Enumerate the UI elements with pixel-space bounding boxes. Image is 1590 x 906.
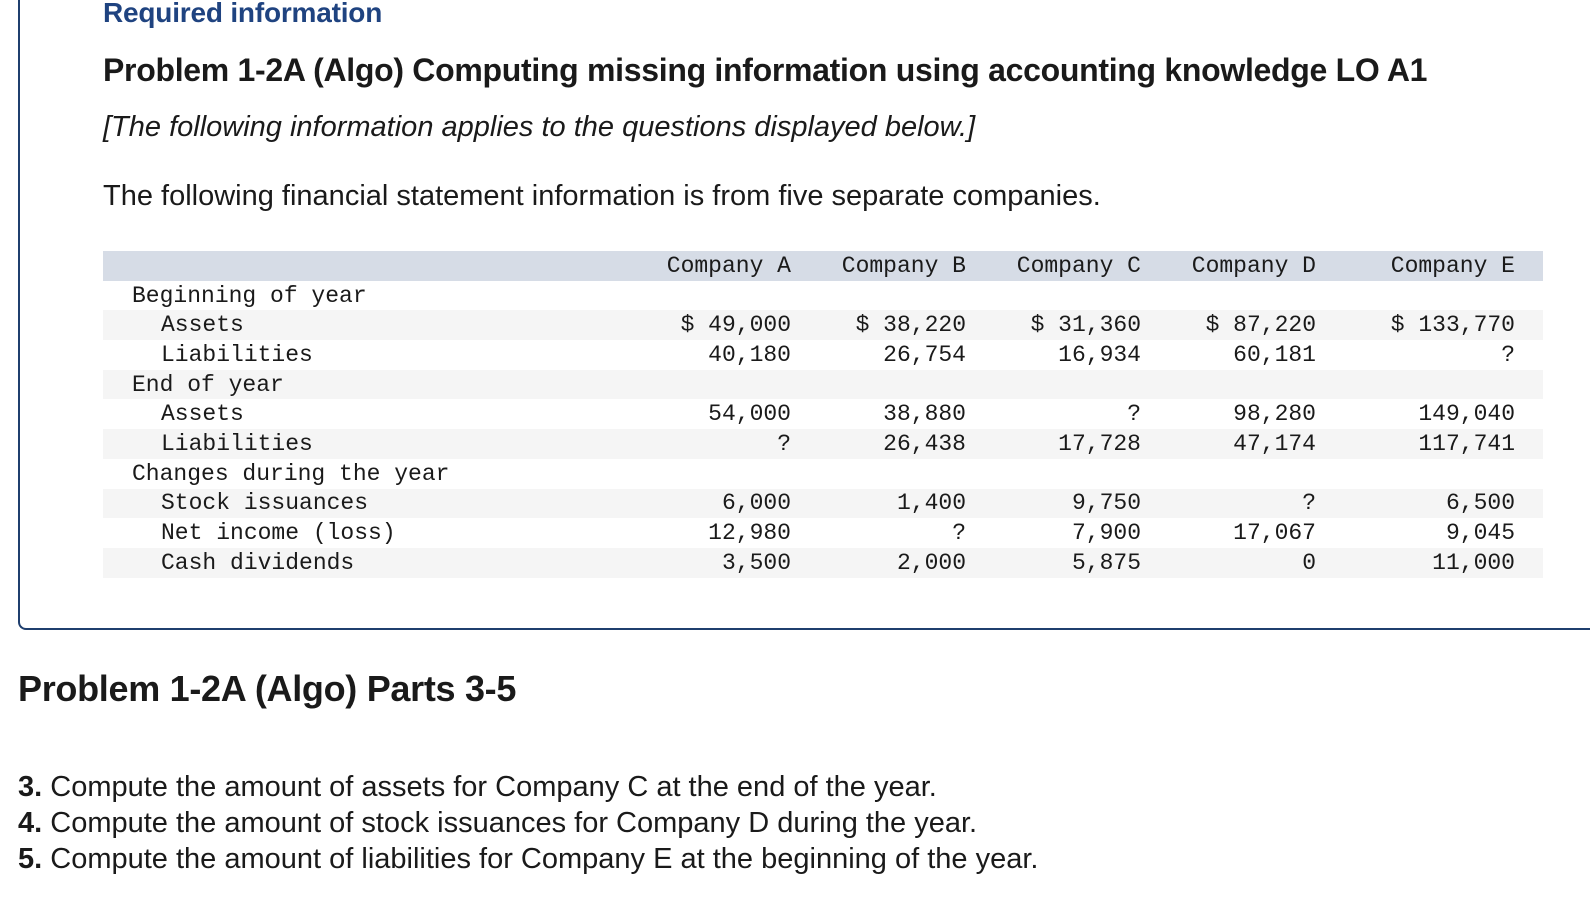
cell-value: 54,000 xyxy=(708,401,791,428)
financial-info-table xyxy=(103,251,1543,578)
cell-value: 9,045 xyxy=(1445,520,1515,547)
cell-value: 98,280 xyxy=(1233,401,1316,428)
row-label: Stock issuances xyxy=(161,490,369,517)
cell-value: 26,754 xyxy=(883,341,966,368)
question-text: Compute the amount of assets for Company C at the end of the year. xyxy=(50,771,937,803)
cell-value: 117,741 xyxy=(1418,430,1515,457)
problem-title: Problem 1-2A (Algo) Computing missing information using accounting knowledge LO A1 xyxy=(103,52,1428,88)
required-info-heading: Required information xyxy=(103,0,383,28)
cell-value: ? xyxy=(1127,401,1141,428)
table-row-begin-assets xyxy=(103,310,1543,340)
cell-value: ? xyxy=(952,520,966,547)
cell-value: 17,728 xyxy=(1058,430,1141,457)
table-row-stock-issuances xyxy=(103,489,1543,519)
cell-value: 16,934 xyxy=(1058,341,1141,368)
cell-value: 47,174 xyxy=(1233,430,1316,457)
cell-value: 17,067 xyxy=(1233,520,1316,547)
group-row-end xyxy=(103,370,1543,400)
cell-value: 3,500 xyxy=(721,549,791,576)
column-header-company-c: Company C xyxy=(1016,252,1141,279)
cell-value: 7,900 xyxy=(1071,520,1141,547)
intro-text: The following financial statement information is from five separate companies. xyxy=(103,180,1101,212)
question-text: Compute the amount of stock issuances for Company D during the year. xyxy=(50,807,978,839)
table-row-end-liabilities xyxy=(103,429,1543,459)
cell-value: 9,750 xyxy=(1071,490,1141,517)
row-label: Liabilities xyxy=(161,430,313,457)
cell-value: ? xyxy=(777,430,791,457)
table-row-net-income xyxy=(103,518,1543,548)
table-header-row xyxy=(103,251,1543,281)
question-item xyxy=(18,841,1038,877)
table-row-cash-dividends xyxy=(103,548,1543,578)
cell-value: $ 31,360 xyxy=(1030,312,1141,339)
group-label-beginning: Beginning of year xyxy=(132,282,367,309)
group-label-end: End of year xyxy=(132,371,284,398)
cell-value: 2,000 xyxy=(896,549,966,576)
question-item xyxy=(18,805,1038,841)
question-text: Compute the amount of liabilities for Company E at the beginning of the year. xyxy=(50,843,1039,875)
row-label: Assets xyxy=(161,312,244,339)
cell-value: 149,040 xyxy=(1418,401,1515,428)
cell-value: $ 133,770 xyxy=(1390,312,1515,339)
question-number: 3. xyxy=(18,771,43,803)
cell-value: 6,000 xyxy=(721,490,791,517)
cell-value: 0 xyxy=(1302,549,1316,576)
cell-value: $ 87,220 xyxy=(1205,312,1316,339)
table-row-end-assets xyxy=(103,399,1543,429)
column-header-company-d: Company D xyxy=(1191,252,1316,279)
row-label: Liabilities xyxy=(161,341,313,368)
row-label: Net income (loss) xyxy=(161,520,396,547)
column-header-company-a: Company A xyxy=(666,252,791,279)
cell-value: 40,180 xyxy=(708,341,791,368)
cell-value: 5,875 xyxy=(1071,549,1141,576)
group-row-changes xyxy=(103,459,1543,489)
group-label-changes: Changes during the year xyxy=(132,460,450,487)
cell-value: ? xyxy=(1501,341,1515,368)
cell-value: 60,181 xyxy=(1233,341,1316,368)
header-blank xyxy=(103,251,639,281)
cell-value: ? xyxy=(1302,490,1316,517)
parts-title: Problem 1-2A (Algo) Parts 3-5 xyxy=(18,668,517,709)
info-note: [The following information applies to the questions displayed below.] xyxy=(103,111,976,143)
cell-value: 38,880 xyxy=(883,401,966,428)
question-number: 4. xyxy=(18,807,43,839)
cell-value: $ 38,220 xyxy=(855,312,966,339)
row-label: Cash dividends xyxy=(161,549,355,576)
cell-value: 26,438 xyxy=(883,430,966,457)
cell-value: 12,980 xyxy=(708,520,791,547)
table-row-begin-liabilities xyxy=(103,340,1543,370)
cell-value: 6,500 xyxy=(1445,490,1515,517)
cell-value: 11,000 xyxy=(1432,549,1515,576)
cell-value: $ 49,000 xyxy=(680,312,791,339)
column-header-company-e: Company E xyxy=(1390,252,1515,279)
group-row-beginning xyxy=(103,281,1543,311)
question-number: 5. xyxy=(18,843,43,875)
column-header-company-b: Company B xyxy=(841,252,966,279)
question-list xyxy=(18,769,1038,877)
question-item xyxy=(18,769,1038,805)
row-label: Assets xyxy=(161,401,244,428)
cell-value: 1,400 xyxy=(896,490,966,517)
